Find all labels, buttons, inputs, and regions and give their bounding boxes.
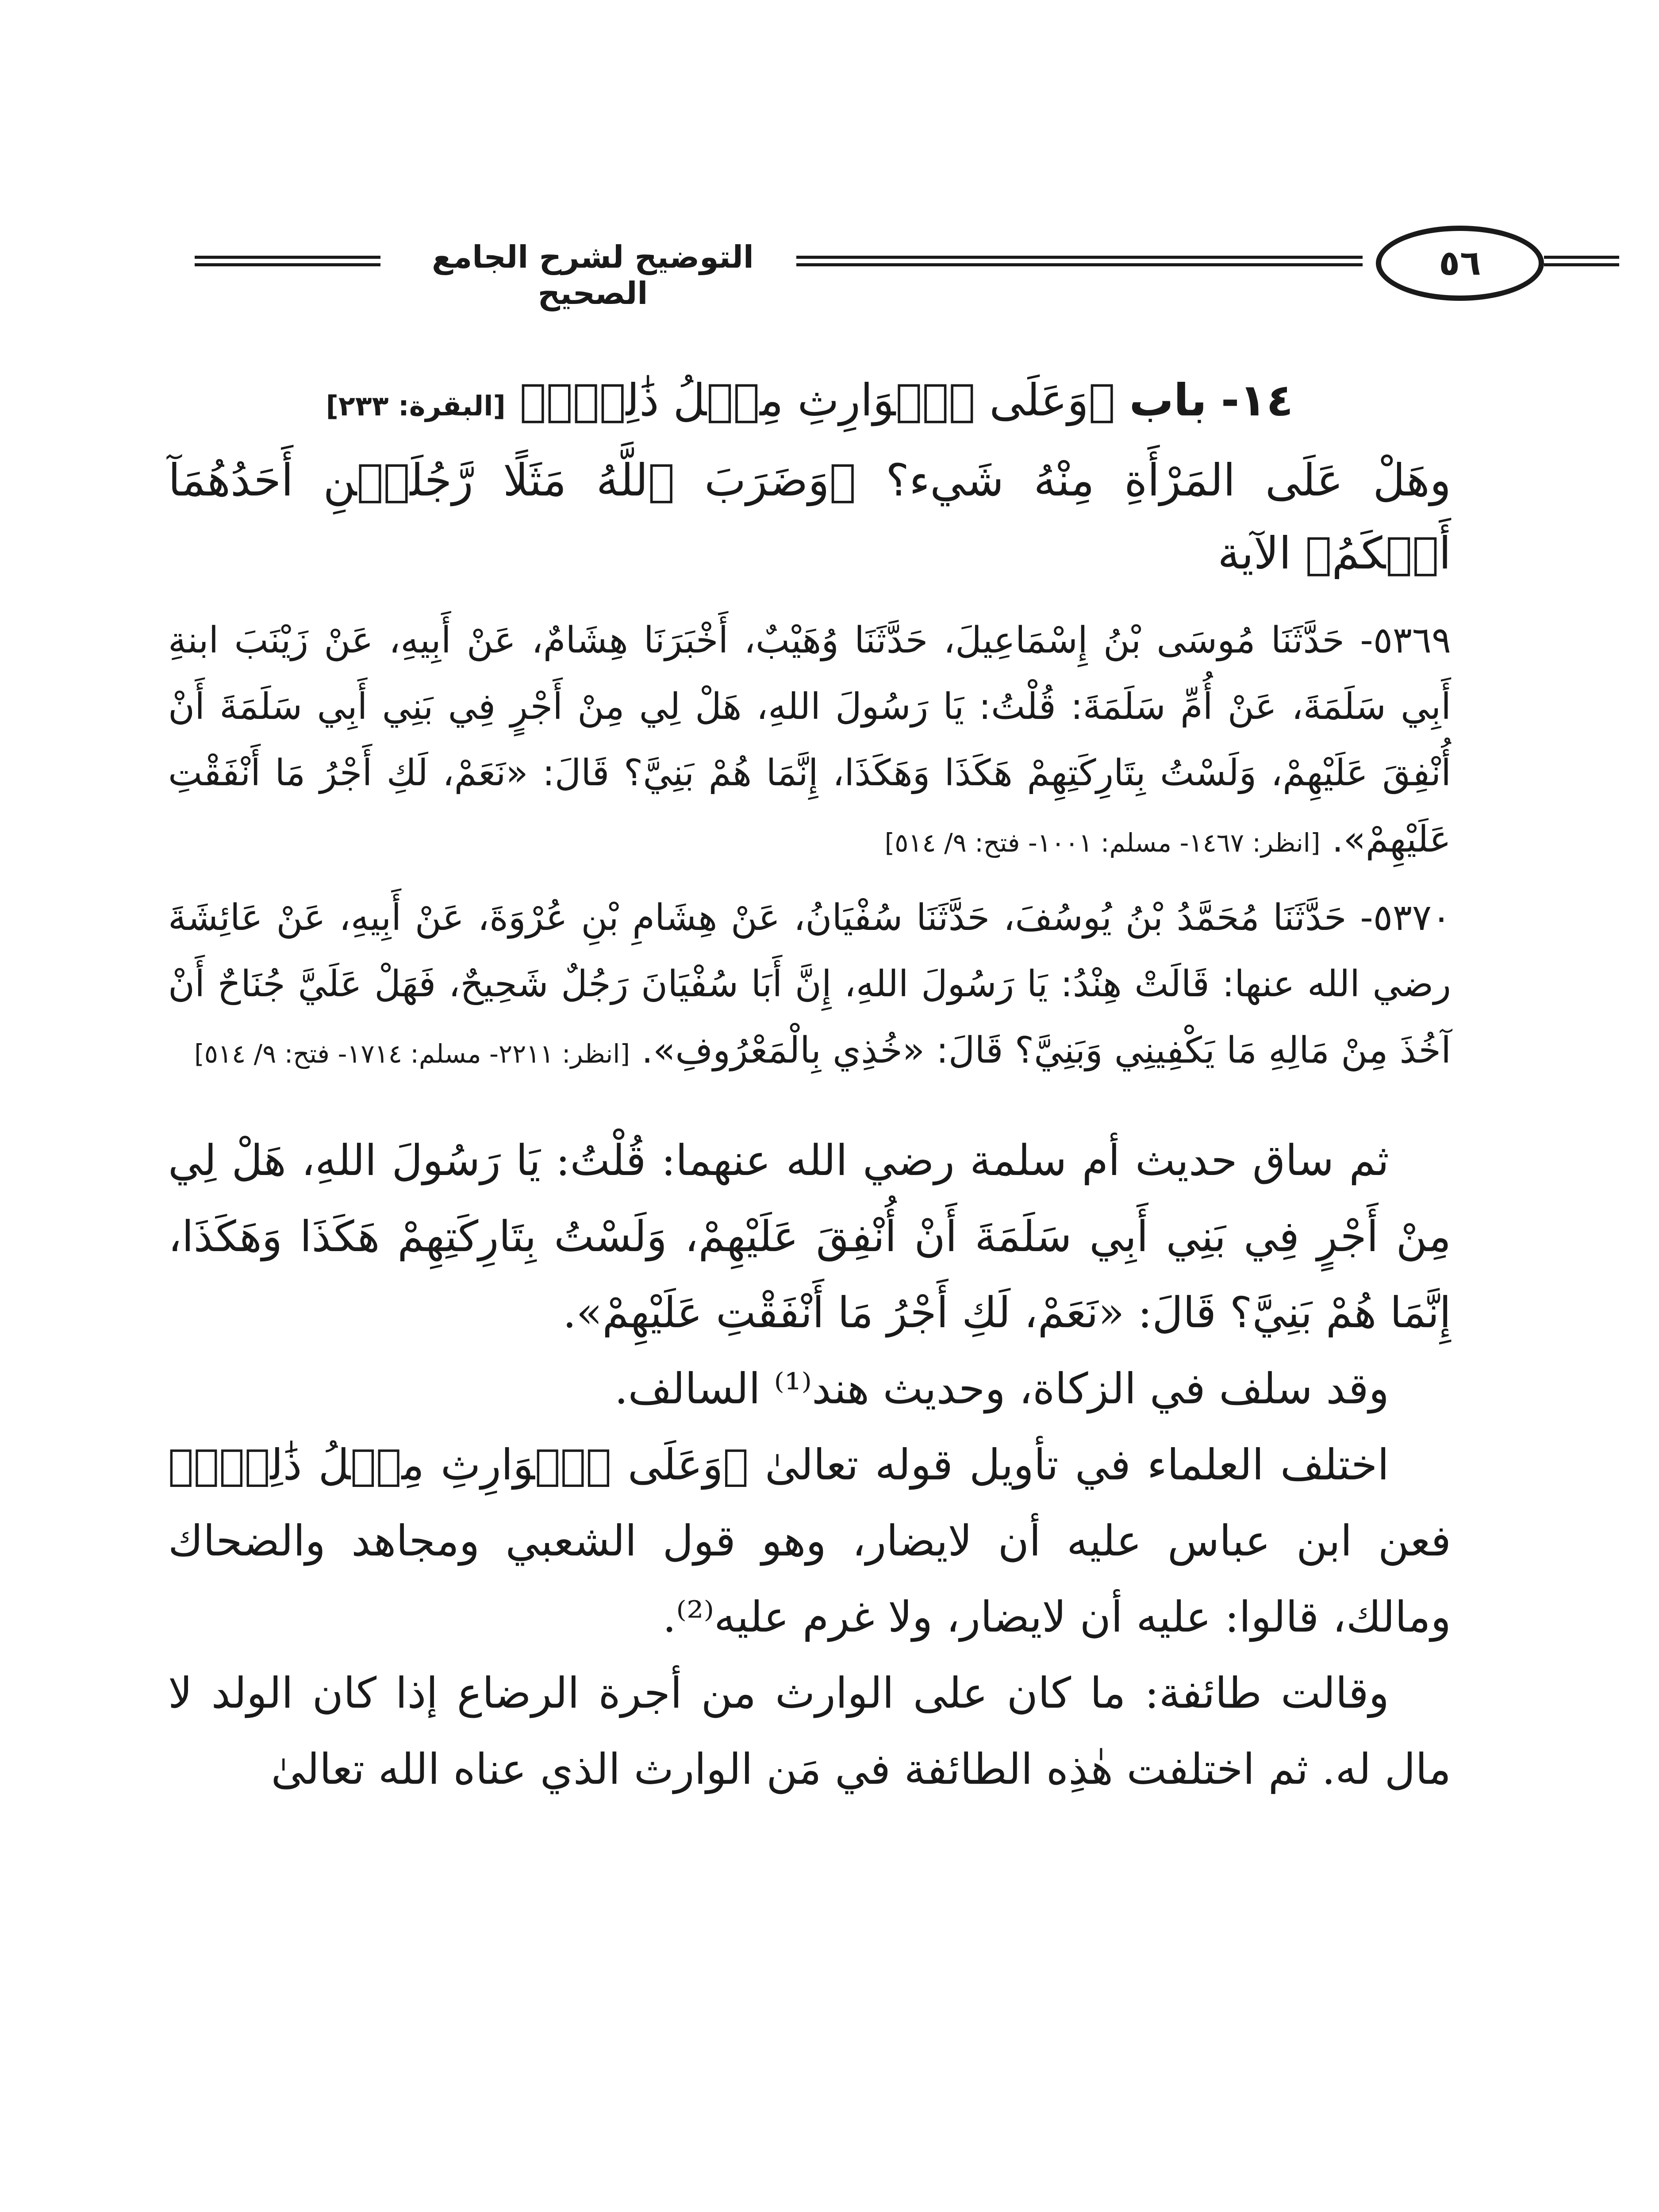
chapter-title <box>168 367 1451 439</box>
chapter-bab-label: باب <box>1129 374 1207 426</box>
page-number-frame <box>1376 226 1544 301</box>
commentary-paragraph: وقالت طائفة: ما كان على الوارث من أجرة الرضاع إذا كان الولد لا مال له. ثم اختلفت هٰذِه الطائفة في مَن الوارث الذي عناه الله تعالىٰ <box>168 1668 1451 1794</box>
hadith-5370 <box>168 885 1451 1087</box>
hadith-cross-reference: [انظر: ٢٢١١- مسلم: ١٧١٤- فتح: ٩/ ٥١٤] <box>194 1039 630 1069</box>
commentary-paragraph: ثم ساق حديث أم سلمة رضي الله عنهما: قُلْتُ: يَا رَسُولَ اللهِ، هَلْ لِي مِنْ أَجْرٍ فِي بَنِي أَبِي سَلَمَةَ أَنْ أُنْفِقَ عَلَيْهِمْ، وَلَسْتُ بِتَارِكَتِهِمْ هَكَذَا وَهَكَذَا، إِنَّمَا هُمْ بَنِيَّ؟ قَالَ: «نَعَمْ، لَكِ أَجْرُ مَا أَنْفَقْتِ عَلَيْهِمْ». <box>168 1136 1452 1337</box>
chapter-number: ١٤- <box>1221 374 1294 426</box>
header-rule-left <box>195 256 380 266</box>
section-spacer <box>168 1096 1451 1122</box>
commentary-paragraph: اختلف العلماء في تأويل قوله تعالىٰ ﴿وَعَلَى ٱلۡوَارِثِ مِثۡلُ ذَٰلِكَۗ﴾ فعن ابن عباس عليه أن لايضار، وهو قول الشعبي ومجاهد والضحاك ومالك، قالوا: عليه أن لايضار، ولا غرم عليه⁽²⁾. <box>168 1440 1451 1642</box>
header-rule-middle <box>796 256 1363 266</box>
chapter-subtitle: وهَلْ عَلَى المَرْأَةِ مِنْهُ شَيء؟ ﴿وَضَرَبَ ٱللَّهُ مَثَلًا رَّجُلَيۡنِ أَحَدُهُمَآ أَبۡكَمُ﴾ الآية <box>168 454 1451 579</box>
main-text <box>168 367 1451 1807</box>
running-title: التوضيح لشرح الجامع الصحيح <box>432 239 754 311</box>
page-number: ٥٦ <box>1439 243 1481 283</box>
header-rule-right <box>1544 256 1619 266</box>
hadith-text: ٥٣٦٩- حَدَّثَنَا مُوسَى بْنُ إِسْمَاعِيلَ، حَدَّثَنَا وُهَيْبٌ، أَخْبَرَنَا هِشَامٌ، عَنْ أَبِيهِ، عَنْ زَيْنَبَ ابنةِ أَبِي سَلَمَةَ، عَنْ أُمِّ سَلَمَةَ: قُلْتُ: يَا رَسُولَ اللهِ، هَلْ لِي مِنْ أَجْرٍ فِي بَنِي أَبِي سَلَمَةَ أَنْ أُنْفِقَ عَلَيْهِمْ، وَلَسْتُ بِتَارِكَتِهِمْ هَكَذَا وَهَكَذَا، إِنَّمَا هُمْ بَنِيَّ؟ قَالَ: «نَعَمْ، لَكِ أَجْرُ مَا أَنْفَقْتِ عَلَيْهِمْ». <box>168 619 1451 860</box>
hadith-5369 <box>168 607 1451 876</box>
running-header <box>168 221 1495 311</box>
hadith-cross-reference: [انظر: ١٤٦٧- مسلم: ١٠٠١- فتح: ٩/ ٥١٤] <box>884 828 1321 858</box>
chapter-ayah: ﴿وَعَلَى ٱلۡوَارِثِ مِثۡلُ ذَٰلِكَۗ﴾ <box>519 374 1115 426</box>
chapter-quran-reference: [البقرة: ٢٣٣] <box>326 390 506 422</box>
commentary-paragraph: وقد سلف في الزكاة، وحديث هند⁽¹⁾ السالف. <box>614 1364 1389 1413</box>
hadith-text: ٥٣٧٠- حَدَّثَنَا مُحَمَّدُ بْنُ يُوسُفَ، حَدَّثَنَا سُفْيَانُ، عَنْ هِشَامِ بْنِ عُرْوَةَ، عَنْ أَبِيهِ، عَنْ عَائِشَةَ رضي الله عنها: قَالَتْ هِنْدُ: يَا رَسُولَ اللهِ، إِنَّ أَبَا سُفْيَانَ رَجُلٌ شَحِيحٌ، فَهَلْ عَلَيَّ جُنَاحٌ أَنْ آخُذَ مِنْ مَالِهِ مَا يَكْفِينِي وَبَنِيَّ؟ قَالَ: «خُذِي بِالْمَعْرُوفِ». <box>168 897 1451 1071</box>
